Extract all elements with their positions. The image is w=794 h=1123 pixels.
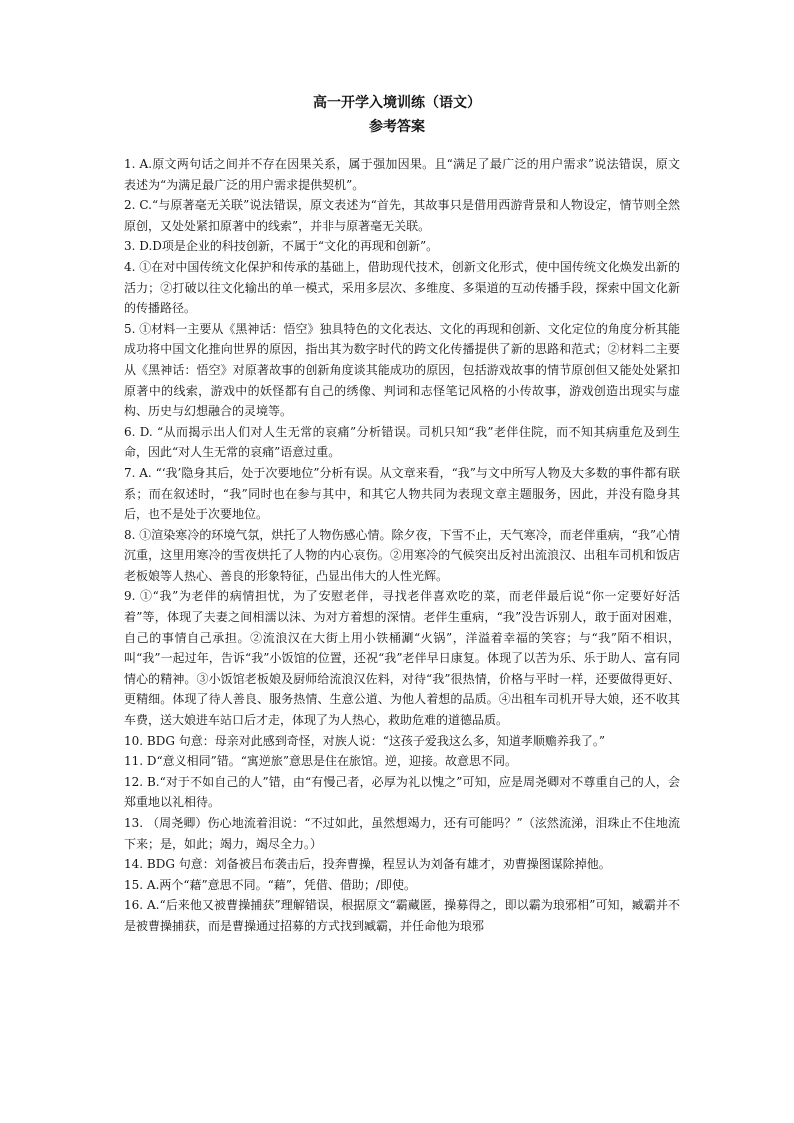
answer-item: 13. （周尧卿）伤心地流着泪说：“不过如此，虽然想竭力，还有可能吗？”（泫然流涕，泪珠止不住地流下来；是，如此；竭力，竭尽全力。） [124, 816, 680, 851]
answer-item: 8. ①渲染寒冷的环境气氛，烘托了人物伤感心情。除夕夜，下雪不止，天气寒冷，而老伴重病，“我”心情沉重，这里用寒冷的雪夜烘托了人物的内心哀伤。②用寒冷的气候突出反衬出流浪汉、出租车司机和饭店老板娘等人热心、善良的形象特征，凸显出伟大的人性光辉。 [124, 527, 680, 583]
document-title: 高一开学入境训练（语文） [313, 95, 481, 111]
answer-item: 2. C.“与原著毫无关联”说法错误，原文表述为“首先，其故事只是借用西游背景和人物设定，情节则全然原创，又处处紧扣原著中的线索”，并非与原著毫无关联。 [124, 198, 680, 233]
answer-item: 3. D.D项是企业的科技创新，不属于“文化的再现和创新”。 [124, 239, 439, 254]
answer-item: 11. D“意义相同”错。“寓逆旅”意思是住在旅馆。逆，迎接。故意思不同。 [124, 754, 518, 769]
answer-item: 14. BDG 句意：刘备被吕布袭击后，投奔曹操，程昱认为刘备有雄才，劝曹操图谋除掉他。 [124, 857, 611, 872]
answer-item: 15. A.两个“藉”意思不同。“藉”，凭借、借助；/即使。 [124, 877, 416, 892]
document-subtitle: 参考答案 [369, 119, 425, 135]
answer-item: 4. ①在对中国传统文化保护和传承的基础上，借助现代技术，创新文化形式，使中国传统文化焕发出新的活力；②打破以往文化输出的单一模式，采用多层次、多维度、多渠道的互动传播手段，探索中国文化新的传播路径。 [124, 259, 680, 316]
answer-item: 16. A.“后来他又被曹操捕获”理解错误，根据原文“霸藏匿，操募得之，即以霸为琅邪相”可知，臧霸并不是被曹操捕获，而是曹操通过招募的方式找到臧霸，并任命他为琅邪 [124, 898, 680, 933]
answer-item: 10. BDG 句意：母亲对此感到奇怪，对族人说：“这孩子爱我这么多，知道孝顺赡养我了。” [124, 733, 606, 748]
answer-item: 6. D. “从而揭示出人们对人生无常的哀痛”分析错误。司机只知“我”老伴住院，而不知其病重危及到生命，因此“对人生无常的哀痛”语意过重。 [124, 424, 680, 460]
answer-item: 12. B.“对于不如自己的人”错，由“有慢己者，必厚为礼以愧之”可知，应是周尧卿对不尊重自己的人，会郑重地以礼相待。 [124, 774, 680, 810]
answer-item: 7. A. “‘我’隐身其后，处于次要地位”分析有误。从文章来看，“我”与文中所写人物及大多数的事件都有联系；而在叙述时，“我”同时也在参与其中，和其它人物共同为表现文章主题服务，因此，并没有隐身其后，也不是处于次要地位。 [124, 465, 680, 522]
answer-list [124, 154, 680, 937]
answer-item: 9. ①“我”为老伴的病情担忧，为了安慰老伴，寻找老伴喜欢吃的菜，而老伴最后说“你一定要好好活着”等，体现了夫妻之间相濡以沫、为对方着想的深情。老伴生重病，“我”没告诉别人，敢于面对困难，自己的事情自己承担。②流浪汉在大街上用小铁桶涮“火锅”，洋溢着幸福的笑容；与“我”陌不相识，叫“我”一起过年，告诉“我”小饭馆的位置，还祝“我”老伴早日康复。体现了以苦为乐、乐于助人、富有同情心的精神。③小饭馆老板娘及厨师给流浪汉佐料，对待“我”很热情，价格与平时一样，还要做得更好、更精细。体现了待人善良、服务热情、生意公道、为他人着想的品质。④出租车司机开导大娘，还不收其车费，送大娘进车站口后才走，体现了为人热心，救助危难的道德品质。 [124, 589, 680, 728]
answer-item: 1. A.原文两句话之间并不存在因果关系，属于强加因果。且“满足了最广泛的用户需求”说法错误，原文表述为“为满足最广泛的用户需求提供契机”。 [124, 157, 680, 192]
answer-item: 5. ①材料一主要从《黑神话：悟空》独具特色的文化表达、文化的再现和创新、文化定位的角度分析其能成功将中国文化推向世界的原因，指出其为数字时代的跨文化传播提供了新的思路和范式；②材料二主要从《黑神话：悟空》对原著故事的创新角度谈其能成功的原因，包括游戏故事的情节原创但又能处处紧扣原著中的线索，游戏中的妖怪都有自己的绣像、判词和志怪笔记风格的小传故事，游戏创造出现实与虚构、历史与幻想融合的灵境等。 [124, 321, 680, 419]
